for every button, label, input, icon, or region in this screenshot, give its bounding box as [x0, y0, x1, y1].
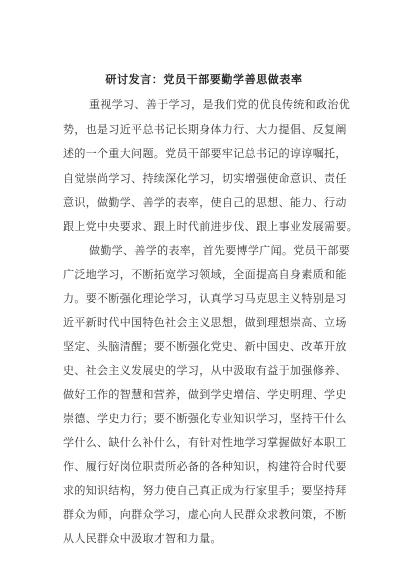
- paragraph-line: 广泛地学习，不断拓宽学习领域，全面提高自身素质和能: [63, 268, 347, 281]
- paragraph-line: 自觉崇尚学习、持续深化学习，切实增强使命意识、责任: [63, 172, 347, 185]
- paragraph-line: 学什么、缺什么补什么，有针对性地学习掌握做好本职工: [63, 436, 347, 449]
- paragraph-line: 力。要不断强化理论学习，认真学习马克思主义特别是习: [63, 292, 347, 305]
- paragraph-line: 坚定、头脑清醒；要不断强化党史、新中国史、改革开放: [63, 340, 347, 353]
- paragraph-line: 势，也是习近平总书记长期身体力行、大力提倡、反复阐: [63, 123, 347, 136]
- paragraph-line: 近平新时代中国特色社会主义思想，做到理想崇高、立场: [63, 316, 347, 329]
- paragraph-line: 做好工作的智慧和营养，做到学史增信、学史明理、学史: [63, 388, 347, 401]
- paragraph-line: 述的一个重大问题。党员干部要牢记总书记的谆谆嘱托，: [63, 147, 347, 160]
- document-title: 研讨发言：党员干部要勤学善思做表率: [105, 73, 303, 86]
- paragraph-line: 重视学习、善于学习，是我们党的优良传统和政治优: [89, 98, 351, 111]
- paragraph-line: 群众为师，向群众学习，虚心向人民群众求教问策，不断: [63, 508, 347, 521]
- paragraph-line: 从人民群众中汲取才智和力量。: [63, 532, 222, 545]
- paragraph-line: 史、社会主义发展史的学习，从中汲取有益于加强修养、: [63, 364, 347, 377]
- paragraph-line: 求的知识结构，努力使自己真正成为行家里手；要坚持拜: [63, 484, 347, 497]
- paragraph-line: 作、履行好岗位职责所必备的各种知识，构建符合时代要: [63, 460, 347, 473]
- paragraph-line: 跟上党中央要求、跟上时代前进步伐、跟上事业发展需要。: [63, 220, 359, 233]
- paragraph-line: 做勤学、善学的表率，首先要博学广闻。党员干部要: [89, 244, 351, 257]
- paragraph-line: 意识，做勤学、善学的表率，使自己的思想、能力、行动: [63, 196, 347, 209]
- paragraph-line: 崇德、学史力行；要不断强化专业知识学习，坚持干什么: [63, 412, 347, 425]
